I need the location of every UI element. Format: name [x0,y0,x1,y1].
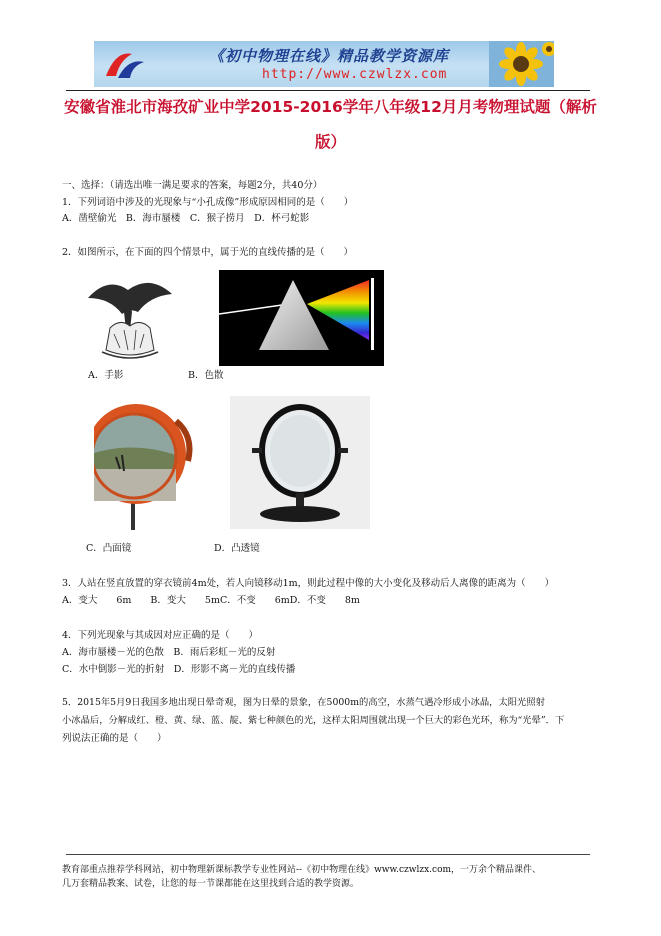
sunflower-icon [489,41,554,87]
prism-dispersion-image [219,270,384,366]
convex-mirror-image [94,391,198,530]
page-title-cont: 版） [314,133,346,151]
convex-lens-image [230,396,370,529]
option-b-label: B．色散 [188,370,224,381]
footer-line-1: 教育部重点推荐学科网站，初中物理新课标教学专业性网站--《初中物理在线》www.czwlzx.com，一万余个精品课件、 [62,865,542,875]
question-1-stem: 1．下列词语中涉及的光现象与“小孔成像”形成原因相同的是（ ） [62,197,354,208]
hand-shadow-image [80,268,178,365]
option-a-label: A．手影 [88,370,124,381]
footer-rule [66,854,590,855]
header-banner [94,41,554,87]
option-d-label: D．凸透镜 [214,543,260,554]
question-5-line-1: 5．2015年5月9日我国多地出现日晕奇观，图为日晕的景象，在5000m的高空，水蒸气遇冷形成小冰晶，太阳光照射 [62,697,545,708]
header-rule [66,90,590,91]
site-logo-icon [102,46,148,82]
question-2-stem: 2．如图所示，在下面的四个情景中，属于光的直线传播的是（ ） [62,247,354,258]
question-3-stem: 3．人站在竖直放置的穿衣镜前4m处，若人向镜移动1m，则此过程中像的大小变化及移动后人离像的距离为（ ） [62,578,555,589]
section-heading: 一、选择：（请选出唯一满足要求的答案，每题2分，共40分） [62,180,323,191]
question-1-options: A．凿壁偷光 B．海市蜃楼 C．猴子捞月 D．杯弓蛇影 [62,213,310,224]
banner-title: 《初中物理在线》精品教学资源库 [209,47,450,65]
question-3-options: A．变大 6m B．变大 5mC．不变 6mD．不变 8m [62,595,360,606]
page-title: 安徽省淮北市海孜矿业中学2015-2016学年八年级12月月考物理试题（解析 [64,98,597,116]
question-5-line-3: 列说法正确的是（ ） [62,733,167,744]
question-4-stem: 4．下列光现象与其成因对应正确的是（ ） [62,630,259,641]
question-5-line-2: 小冰晶后，分解成红、橙、黄、绿、蓝、靛、紫七种颜色的光，这样太阳周围就出现一个巨大的彩色光环，称为“光晕”．下 [62,715,565,726]
question-4-options-1: A．海市蜃楼－光的色散 B．雨后彩虹－光的反射 [62,647,276,658]
banner-url[interactable]: http://www.czwlzx.com [262,67,448,82]
option-c-label: C．凸面镜 [86,543,132,554]
question-4-options-2: C．水中倒影－光的折射 D．形影不离－光的直线传播 [62,664,296,675]
footer-line-2: 几万套精品教案、试卷，让您的每一节课都能在这里找到合适的教学资源。 [62,879,360,889]
